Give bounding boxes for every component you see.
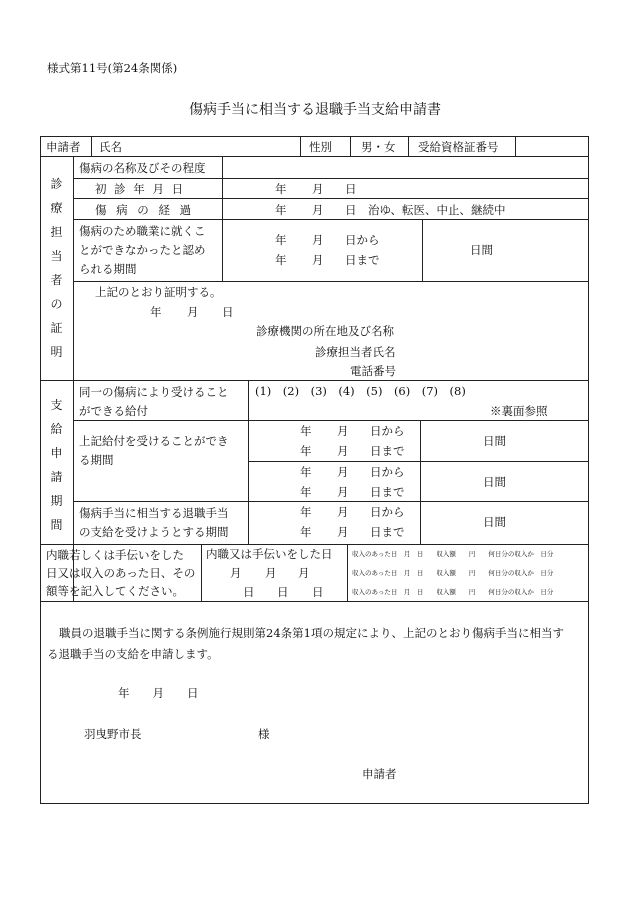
form-number: 様式第11号(第24条関係) <box>47 61 178 75</box>
receive-a-from-year: 年 <box>300 424 312 438</box>
income-line-3: 収入のあった日 月 日 収入額 円 何日分の収入か 日分 <box>352 588 554 596</box>
unable-from-day: 日から <box>345 233 380 247</box>
side-job-dates-label: 内職又は手伝いをした日 <box>206 547 333 561</box>
applicant-label: 申請者 <box>46 140 81 154</box>
illness-name-label: 傷病の名称及びその程度 <box>79 161 206 175</box>
unable-from-year: 年 <box>275 233 287 247</box>
gender-options[interactable]: 男・女 <box>361 140 396 154</box>
applicant-signature-label: 申請者 <box>362 767 397 781</box>
addressee: 羽曳野市長 <box>84 727 142 741</box>
receive-a-to-month: 月 <box>337 444 349 458</box>
gender-label: 性別 <box>309 140 332 154</box>
declaration-line-1: 職員の退職手当に関する条例施行規則第24条第1項の規定により、上記のとおり傷病手当に相当す <box>59 626 564 640</box>
receive-a-days: 日間 <box>483 434 506 448</box>
clinic-address-label: 診療機関の所在地及び名称 <box>256 324 394 338</box>
receive-b-from-year: 年 <box>300 465 312 479</box>
receive-a-from-day: 日から <box>370 424 405 438</box>
receive-b-to-year: 年 <box>300 485 312 499</box>
honorific: 様 <box>258 727 270 741</box>
unable-to-year: 年 <box>275 253 287 267</box>
certify-day: 日 <box>222 305 234 319</box>
receive-b-days: 日間 <box>483 475 506 489</box>
injury-days: 日間 <box>483 515 506 529</box>
first-visit-year: 年 <box>275 182 287 196</box>
injury-to-day: 日まで <box>370 525 405 539</box>
progress-month: 月 <box>312 203 324 217</box>
declaration-date: 年 月 日 <box>118 686 199 700</box>
side-job-day-1: 日 <box>243 585 255 599</box>
injury-from-month: 月 <box>337 505 349 519</box>
progress-day: 日 <box>345 203 357 217</box>
unable-to-month: 月 <box>312 253 324 267</box>
unable-days: 日間 <box>470 243 493 257</box>
unable-period-label: 傷病のため職業に就くこ とができなかったと認め られる期間 <box>79 224 206 276</box>
side-job-instruction: 内職若しくは手伝いをした 日又は収入のあった日、その 額等を記入してください。 <box>46 548 196 598</box>
injury-period-label: 傷病手当に相当する退職手当 の支給を受けようとする期間 <box>79 506 229 539</box>
income-line-2: 収入のあった日 月 日 収入額 円 何日分の収入か 日分 <box>352 569 554 577</box>
progress-year: 年 <box>275 203 287 217</box>
see-back-note: ※裏面参照 <box>490 404 548 418</box>
payment-section-label: 支 給 申 請 期 間 <box>50 398 63 532</box>
progress-options[interactable]: 治ゆ、転医、中止、継続中 <box>368 203 506 217</box>
name-label: 氏名 <box>99 140 122 154</box>
injury-to-month: 月 <box>337 525 349 539</box>
certify-year: 年 <box>150 305 162 319</box>
physician-section-label: 診 療 担 当 者 の 証 明 <box>50 177 63 359</box>
injury-from-year: 年 <box>300 505 312 519</box>
side-job-day-2: 日 <box>277 585 289 599</box>
side-job-month-2: 月 <box>265 566 277 580</box>
side-job-month-3: 月 <box>298 566 310 580</box>
receive-a-from-month: 月 <box>337 424 349 438</box>
side-job-month-1: 月 <box>230 566 242 580</box>
same-illness-label: 同一の傷病により受けること ができる給付 <box>79 385 229 418</box>
progress-label: 傷 病 の 経 過 <box>95 203 195 217</box>
unable-to-day: 日まで <box>345 253 380 267</box>
receive-a-to-year: 年 <box>300 444 312 458</box>
receive-b-from-month: 月 <box>337 465 349 479</box>
income-line-1: 収入のあった日 月 日 収入額 円 何日分の収入か 日分 <box>352 550 554 558</box>
phone-label: 電話番号 <box>350 364 396 378</box>
injury-from-day: 日から <box>370 505 405 519</box>
receive-b-to-month: 月 <box>337 485 349 499</box>
cert-number-label: 受給資格証番号 <box>418 140 499 154</box>
unable-from-month: 月 <box>312 233 324 247</box>
benefit-items[interactable]: (1) (2) (3) (4) (5) (6) (7) (8) <box>255 384 466 398</box>
certify-text: 上記のとおり証明する。 <box>95 285 222 299</box>
declaration-line-2: る退職手当の支給を申請します。 <box>47 647 219 661</box>
first-visit-month: 月 <box>312 182 324 196</box>
page-title: 傷病手当に相当する退職手当支給申請書 <box>189 102 441 118</box>
receive-period-label: 上記給付を受けることができ る期間 <box>79 434 229 467</box>
certify-month: 月 <box>187 305 199 319</box>
first-visit-day: 日 <box>345 182 357 196</box>
physician-name-label: 診療担当者氏名 <box>315 345 396 359</box>
receive-a-to-day: 日まで <box>370 444 405 458</box>
receive-b-to-day: 日まで <box>370 485 405 499</box>
injury-to-year: 年 <box>300 525 312 539</box>
receive-b-from-day: 日から <box>370 465 405 479</box>
side-job-day-3: 日 <box>312 585 324 599</box>
first-visit-label: 初 診 年 月 日 <box>95 182 186 196</box>
